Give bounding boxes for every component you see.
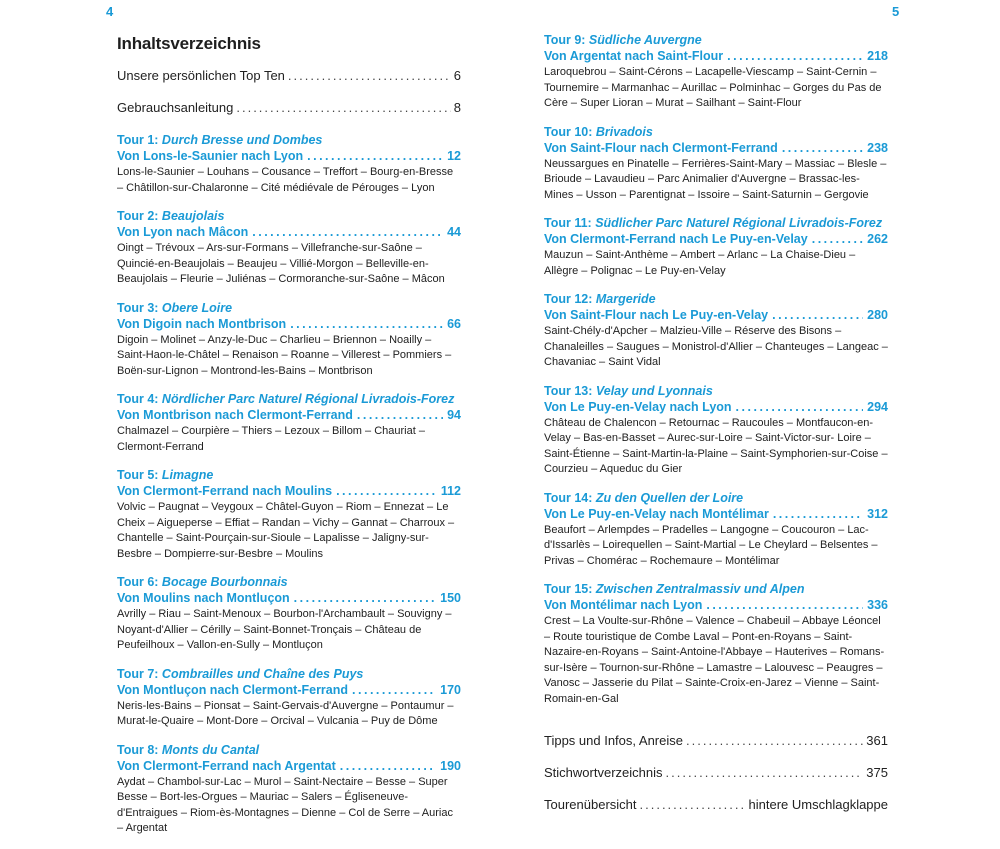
tour-theme: Obere Loire [161,300,233,315]
toc-entry-page: 8 [453,100,461,115]
tour-list-left [117,132,461,837]
leader-dots [706,597,863,613]
tour-label [117,300,461,316]
tour-entry[interactable] [117,467,461,562]
toc-entry-label: Unsere persönlichen Top Ten [117,68,285,83]
tour-route-label: Von Lyon nach Mâcon [117,225,249,239]
tour-entry[interactable] [117,208,461,288]
toc-entry[interactable] [544,797,888,812]
tour-page: 312 [867,506,888,521]
tour-label [117,742,461,758]
tour-label [117,208,461,224]
tour-number: Tour 13: [544,383,593,398]
tour-page: 280 [867,308,888,322]
tour-number: Tour 4: [117,392,159,406]
tour-page: 44 [447,225,461,239]
tour-route [544,307,888,323]
tour-number: Tour 2: [117,209,159,223]
toc-entry-page: hintere Umschlagklappe [748,797,888,812]
tour-page: 238 [867,140,888,155]
leader-dots [773,506,863,522]
toc-entry-label: Gebrauchsanleitung [117,100,234,115]
tour-entry[interactable] [544,581,888,707]
toc-entry[interactable] [544,733,888,748]
leader-dots [772,307,863,323]
tour-entry[interactable] [544,291,888,371]
tour-page: 218 [867,49,888,63]
tour-number: Tour 9: [544,33,586,47]
tour-route-label: Von Saint-Flour nach Le Puy-en-Velay [544,308,769,322]
tour-route-label: Von Clermont-Ferrand nach Moulins [117,484,333,498]
page-number-right: 5 [892,4,900,19]
tour-theme: Limagne [161,468,214,482]
tour-route [544,597,888,613]
tour-page: 170 [440,682,461,697]
tour-places: Crest – La Voulte-sur-Rhône – Valence – Chabeuil – Abbaye Léoncel – Route touristique de Combe Laval – Pont-en-Royans – Saint-Nazaire-en-Royans – Saint-Antoine-l'Abbaye – Hauterives – Romans-sur-Isère – Tournon-sur-Rhône – Lamastre – Lalouvesc – Peaugres – Vanosc – Jasserie du Pilat – Sainte-Croix-en-Jarez – Vienne – Saint-Romain-en-Gal [544,615,885,705]
tour-entry[interactable] [117,574,461,654]
tour-places: Neussargues en Pinatelle – Ferrières-Saint-Mary – Massiac – Blesle – Brioude – Lavaudieu – Parc Animalier d'Auvergne – Brassac-les-Mines – Usson – Parentignat – Issoire – Saint-Saturnin – Gergovie [544,157,887,201]
tour-number: Tour 15: [544,582,593,596]
tour-places: Saint-Chély-d'Apcher – Malzieu-Ville – Réserve des Bisons – Chanaleilles – Saugues – Monistrol-d'Allier – Chanteuges – Langeac – Chavaniac – Saint Vidal [544,325,888,368]
leader-dots [307,148,443,164]
front-entries [117,68,461,115]
tour-page: 112 [440,484,461,498]
tour-route-label: Von Clermont-Ferrand nach Le Puy-en-Velay [544,232,808,246]
tour-theme: Margeride [595,292,656,306]
tour-theme: Bocage Bourbonnais [161,575,288,589]
tour-label [117,132,461,148]
toc-entry-label: Stichwortverzeichnis [544,765,663,780]
leader-dots [236,100,450,115]
tour-page: 336 [867,598,888,612]
tour-page: 12 [447,149,461,163]
tour-label [117,467,461,483]
leader-dots [666,765,864,780]
tour-theme: Südlicher Parc Naturel Régional Livradois-Forez [595,216,883,230]
tour-route-label: Von Le Puy-en-Velay nach Lyon [544,399,732,414]
tour-theme: Combrailles und Chaîne des Puys [161,666,364,681]
tour-route-label: Von Montluçon nach Clermont-Ferrand [117,682,349,697]
tour-page: 262 [867,232,888,246]
tour-places: Oingt – Trévoux – Ars-sur-Formans – Villefranche-sur-Saône – Quincié-en-Beaujolais – Beaujeu – Villié-Morgon – Belleville-en-Beaujolais – Fleurie – Juliénas – Cormoranche-sur-Saône – Mâcon [117,242,445,285]
leader-dots [357,407,443,423]
tour-theme: Brivadois [595,124,653,139]
tour-number: Tour 6: [117,575,159,589]
tour-theme: Südliche Auvergne [588,33,702,47]
tour-entry[interactable] [117,300,461,380]
tour-route [544,48,888,64]
tour-entry[interactable] [544,215,888,279]
tour-entry[interactable] [117,391,461,455]
page-title: Inhaltsverzeichnis [117,34,261,53]
tour-page: 150 [440,591,461,605]
tour-route-label: Von Moulins nach Montluçon [117,591,290,605]
tour-number: Tour 10: [544,124,593,139]
tour-route-label: Von Digoin nach Montbrison [117,316,287,331]
tour-page: 190 [440,758,461,773]
tour-entry[interactable] [117,742,461,837]
tour-places: Beaufort – Arlempdes – Pradelles – Langogne – Coucouron – Lac-d'Issarlès – Loirequellen – Saint-Martial – Le Cheylard – Belsentes – Privas – Chomérac – Rochemaure – Montélimar [544,523,878,567]
leader-dots [294,590,436,606]
tour-label [544,490,888,506]
tour-route [544,399,888,415]
tour-route-label: Von Montélimar nach Lyon [544,598,703,612]
tour-entry[interactable] [117,666,461,730]
toc-entry[interactable] [117,100,461,115]
tour-places: Lons-le-Saunier – Louhans – Cousance – Treffort – Bourg-en-Bresse – Châtillon-sur-Chalaronne – Cité médiévale de Pérouges – Lyon [117,166,454,194]
tour-theme: Monts du Cantal [161,742,260,757]
toc-left-column [117,34,461,849]
tour-places: Neris-les-Bains – Pionsat – Saint-Gervais-d'Auvergne – Pontaumur – Murat-le-Quaire – Mont-Dore – Orcival – Vulcania – Puy de Dôme [117,699,454,727]
tour-entry[interactable] [544,32,888,112]
tour-places: Château de Chalencon – Retournac – Raucoules – Montfaucon-en-Velay – Bas-en-Basset – Aurec-sur-Loire – Saint-Victor-sur- Loire – Saint-Étienne – Saint-Martin-la-Plaine – Saint-Symphorien-sur-Coise – Courzieu – Aqueduc du Gier [544,416,888,475]
leader-dots [812,231,863,247]
tour-route-label: Von Clermont-Ferrand nach Argentat [117,758,336,773]
tour-route-label: Von Saint-Flour nach Clermont-Ferrand [544,140,778,155]
tour-theme: Durch Bresse und Dombes [161,133,323,147]
tour-entry[interactable] [544,490,888,570]
tour-route-label: Von Le Puy-en-Velay nach Montélimar [544,506,769,521]
tour-route-label: Von Argentat nach Saint-Flour [544,49,724,63]
tour-theme: Zwischen Zentralmassiv und Alpen [595,582,805,596]
back-entries [544,733,888,812]
tour-route [117,758,461,774]
tour-page: 94 [447,408,461,422]
tour-page: 294 [867,399,888,414]
tour-places: Digoin – Molinet – Anzy-le-Duc – Charlieu – Briennon – Noailly – Saint-Haon-le-Châtel – Renaison – Roanne – Villerest – Pommiers – Boën-sur-Lignon – Montrond-les-Bains – Montbrison [117,333,452,377]
tour-places: Avrilly – Riau – Saint-Menoux – Bourbon-l'Archambault – Souvigny – Noyant-d'Allier – Cérilly – Saint-Bonnet-Tronçais – Château de Peufeilhoux – Vallon-en-Sully – Montluçon [117,608,452,651]
tour-entry[interactable] [117,132,461,196]
leader-dots [340,758,436,774]
tour-places: Chalmazel – Courpière – Thiers – Lezoux – Billom – Chauriat – Clermont-Ferrand [117,425,425,453]
tour-route [117,590,461,606]
tour-number: Tour 7: [117,666,159,681]
tour-route [117,148,461,164]
toc-entry-label: Tipps und Infos, Anreise [544,733,683,748]
toc-entry[interactable] [117,68,461,83]
tour-route [117,682,461,698]
tour-label [544,215,888,231]
leader-dots [782,140,863,156]
tour-theme: Beaujolais [161,209,225,223]
tour-route-label: Von Montbrison nach Clermont-Ferrand [117,408,353,422]
tour-route [117,224,461,240]
leader-dots [736,399,864,415]
tour-route [117,483,461,499]
tour-route [544,231,888,247]
tour-page: 66 [447,316,461,331]
leader-dots [640,797,746,812]
tour-route [544,506,888,522]
toc-entry-page: 6 [453,68,461,83]
tour-number: Tour 14: [544,490,593,505]
leader-dots [686,733,863,748]
tour-number: Tour 11: [544,216,592,230]
tour-label [117,666,461,682]
tour-number: Tour 12: [544,292,593,306]
toc-entry-label: Tourenübersicht [544,797,637,812]
tour-list-right [544,32,888,707]
page-number-left: 4 [106,4,114,19]
tour-places: Aydat – Chambol-sur-Lac – Murol – Saint-Nectaire – Besse – Super Besse – Bort-les-Orgues – Mauriac – Salers – Égliseneuve-d'Entraigues – Riom-ès-Montagnes – Dienne – Col de Serre – Auriac – Argentat [117,775,453,834]
tour-number: Tour 3: [117,300,159,315]
tour-label [117,391,461,407]
leader-dots [727,48,863,64]
tour-places: Laroquebrou – Saint-Cérons – Lacapelle-Viescamp – Saint-Cernin – Tournemire – Marmanhac – Aurillac – Polminhac – Gorges du Pas de Cère – Super Lioran – Murat – Sailhant – Saint-Flour [544,66,882,109]
tour-route [117,316,461,332]
tour-number: Tour 8: [117,742,159,757]
tour-label [544,124,888,140]
toc-right-column [544,32,888,829]
tour-label [544,383,888,399]
tour-route [117,407,461,423]
tour-number: Tour 5: [117,468,159,482]
tour-entry[interactable] [544,124,888,204]
leader-dots [352,682,436,698]
tour-label [544,32,888,48]
tour-theme: Zu den Quellen der Loire [595,490,744,505]
tour-route-label: Von Lons-le-Saunier nach Lyon [117,149,304,163]
toc-entry[interactable] [544,765,888,780]
tour-route [544,140,888,156]
tour-theme: Nördlicher Parc Naturel Régional Livradois-Forez [161,392,455,406]
tour-places: Mauzun – Saint-Anthème – Ambert – Arlanc – La Chaise-Dieu – Allègre – Polignac – Le Puy-en-Velay [544,249,856,277]
leader-dots [288,68,451,83]
leader-dots [290,316,443,332]
tour-theme: Velay und Lyonnais [595,383,713,398]
leader-dots [252,224,443,240]
tour-label [117,574,461,590]
tour-label [544,581,888,597]
leader-dots [336,483,437,499]
tour-entry[interactable] [544,383,888,478]
tour-places: Volvic – Paugnat – Veygoux – Châtel-Guyon – Riom – Ennezat – Le Cheix – Aigueperse – Effiat – Randan – Vichy – Gannat – Charroux – Chantelle – Saint-Pourçain-sur-Sioule – Lapalisse – Jaligny-sur-Besbre – Dompierre-sur-Besbre – Moulins [117,501,455,560]
tour-label [544,291,888,307]
tour-number: Tour 1: [117,133,159,147]
toc-entry-page: 375 [866,765,888,780]
toc-entry-page: 361 [866,733,888,748]
